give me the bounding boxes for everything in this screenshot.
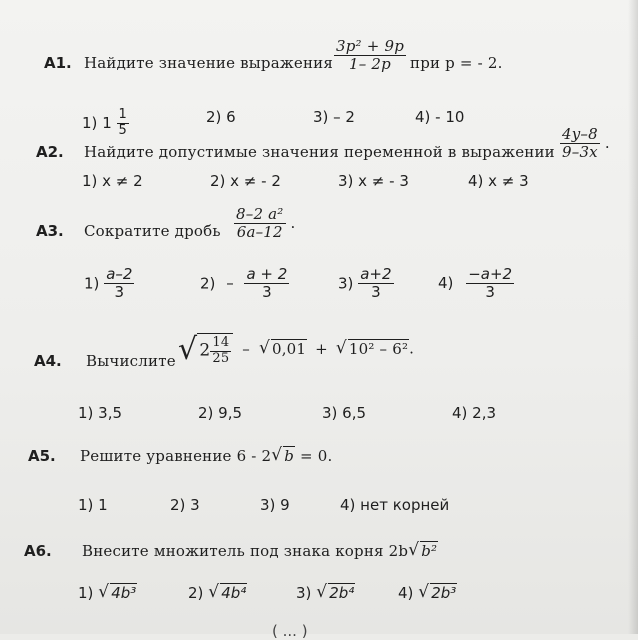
question-a1-prompt: Найдите значение выражения xyxy=(84,54,334,72)
question-a6-prompt: Внесите множитель под знака корня 2b√ b² xyxy=(82,542,438,560)
a4-option-2: 2) 9,5 xyxy=(198,404,243,422)
question-a2-fraction: $\frac{4y-8}{9-3x}$ . xyxy=(562,125,610,162)
a1-option-3: 3) – 2 xyxy=(313,108,355,126)
a5-option-2: 2) 3 xyxy=(170,496,200,514)
a5-option-3: 3) 9 xyxy=(260,496,290,514)
a3-option-3: 3) $\frac{a+2}{3}$ xyxy=(338,265,392,302)
a2-option-4: 4) x ≠ 3 xyxy=(468,172,529,190)
a2-option-1: 1) x ≠ 2 xyxy=(82,172,143,190)
question-a4-prompt: Вычислите xyxy=(86,352,176,370)
a6-option-4: 4) √ 2b³ xyxy=(398,584,457,602)
question-a1-number: A1. xyxy=(44,54,72,72)
a4-option-4: 4) 2,3 xyxy=(452,404,497,422)
a5-option-4: 4) нет корней xyxy=(340,496,450,514)
a1-option-4: 4) - 10 xyxy=(415,108,465,126)
question-a5-prompt: Решите уравнение 6 - 2√ b = 0. xyxy=(80,447,333,465)
a6-option-2: 2) √ 4b⁴ xyxy=(188,584,247,602)
a2-option-3: 3) x ≠ - 3 xyxy=(338,172,409,190)
question-a1-condition: при p = - 2. xyxy=(410,54,503,72)
cutoff-next-line: ( ... ) xyxy=(272,622,308,640)
a3-option-2: 2) – $\frac{a + 2}{3}$ xyxy=(200,265,288,302)
page-edge-shadow xyxy=(628,0,638,634)
a6-option-1: 1) √ 4b³ xyxy=(78,584,137,602)
question-a3-fraction: $\frac{\text{8–2 a²}}{6a-12}$ . xyxy=(236,205,296,242)
question-a1-fraction: $\frac{\text{3p² + 9p}}{1- 2p}$ xyxy=(336,37,405,74)
a3-option-4: 4) $\frac{-a+2}{3}$ xyxy=(438,265,513,302)
question-a5-number: A5. xyxy=(28,447,56,465)
question-a3-number: A3. xyxy=(36,222,64,240)
question-a2-prompt: Найдите допустимые значения переменной в выражении xyxy=(84,143,555,161)
a4-option-1: 1) 3,5 xyxy=(78,404,123,422)
a2-option-2: 2) x ≠ - 2 xyxy=(210,172,281,190)
question-a2-number: A2. xyxy=(36,143,64,161)
a4-option-3: 3) 6,5 xyxy=(322,404,367,422)
question-a3-prompt: Сократите дробь xyxy=(84,222,221,240)
a5-option-1: 1) 1 xyxy=(78,496,108,514)
a3-option-1: 1) $\frac{a-2}{3}$ xyxy=(84,265,133,302)
a1-option-1: 1) 1 $\frac{1}{5}$ xyxy=(82,107,127,138)
question-a4-expression: √ 2 $\frac{14}{25}$ – √ 0,01 + √ 10² – 6². xyxy=(178,332,414,367)
question-a4-number: A4. xyxy=(34,352,62,370)
a1-option-2: 2) 6 xyxy=(206,108,236,126)
question-a6-number: A6. xyxy=(24,542,52,560)
a6-option-3: 3) √ 2b⁴ xyxy=(296,584,355,602)
